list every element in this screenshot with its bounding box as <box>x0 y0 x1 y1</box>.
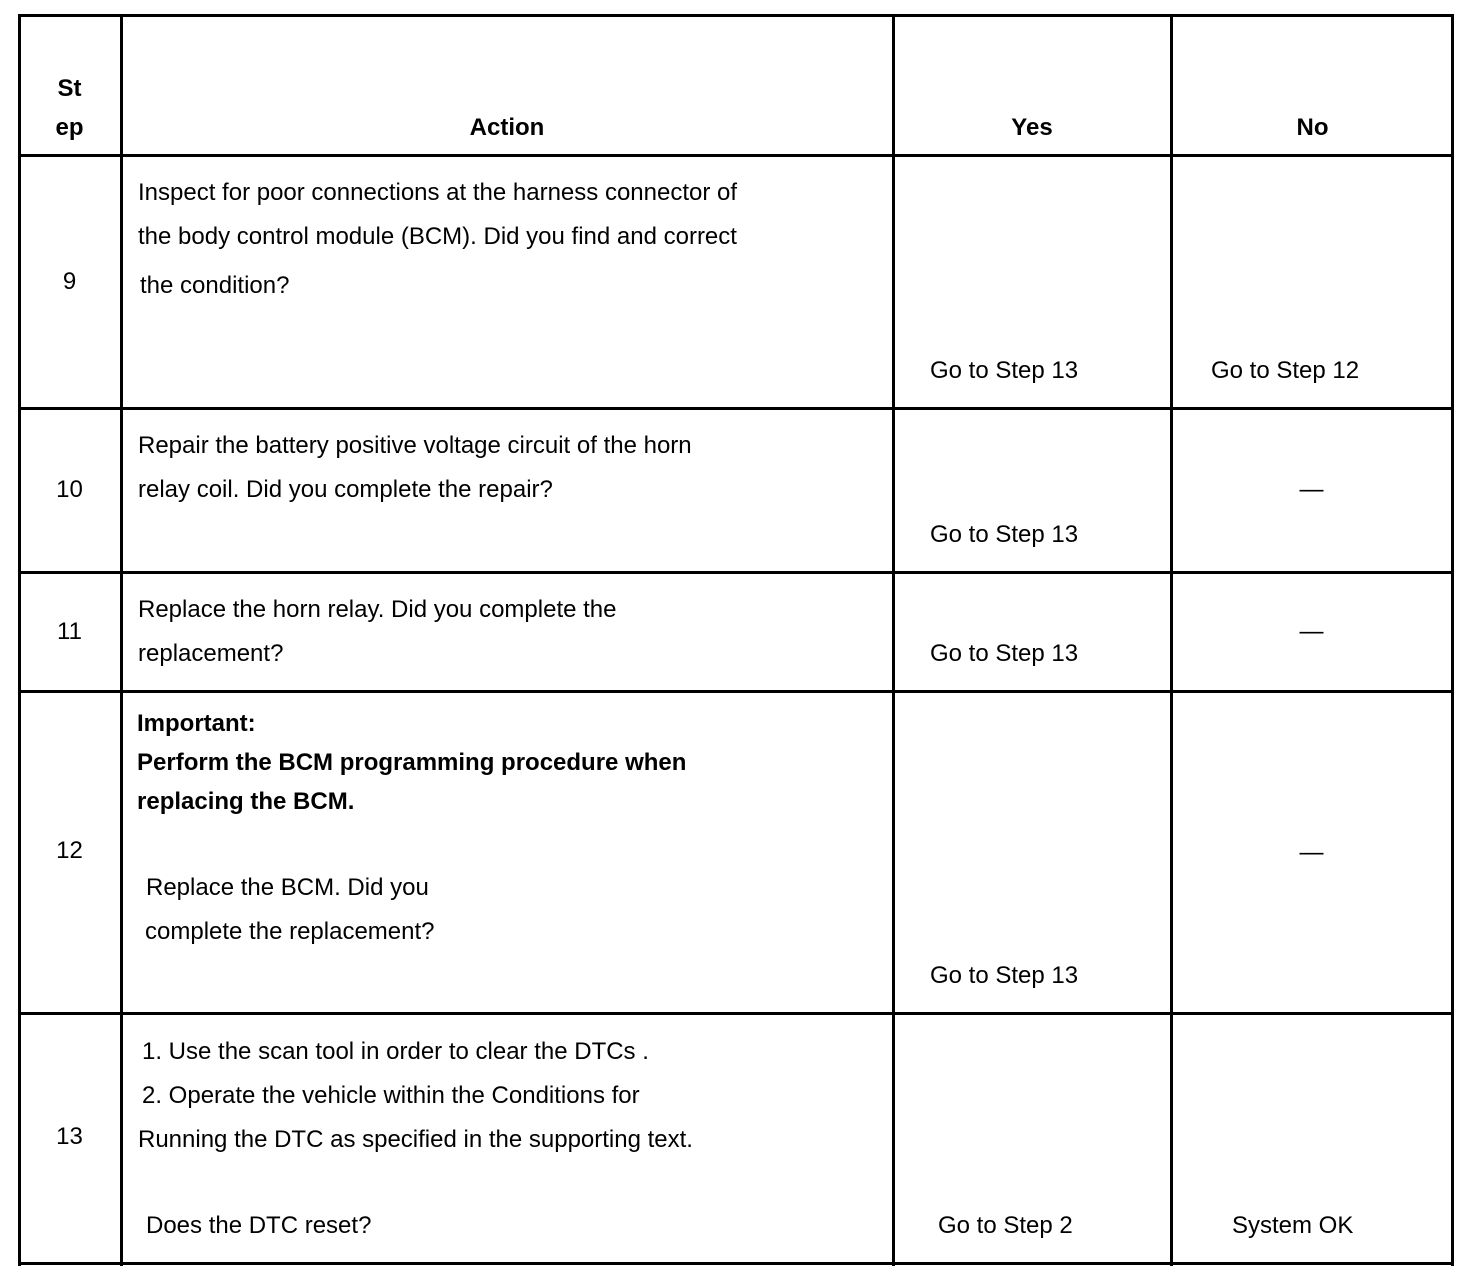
header-step <box>18 14 121 154</box>
step-cell <box>18 156 121 408</box>
step-cell <box>18 574 121 691</box>
step-number: 10 <box>56 476 83 503</box>
header-step-line1: St <box>57 75 82 102</box>
action-text: 1. Use the scan tool in order to clear the DTCs . <box>142 1038 649 1065</box>
header-action-label: Action <box>469 114 545 141</box>
no-dash: — <box>1299 476 1324 503</box>
yes-cell <box>893 1015 1171 1263</box>
action-text: Replace the horn relay. Did you complete the <box>138 596 617 623</box>
step-cell <box>18 693 121 1013</box>
no-cell <box>1171 156 1454 408</box>
action-text: the body control module (BCM). Did you find and correct <box>138 223 737 250</box>
no-cell <box>1171 410 1454 572</box>
no-dash: — <box>1299 839 1324 866</box>
action-cell <box>121 156 893 408</box>
yes-link: Go to Step 13 <box>930 357 1079 384</box>
action-text: Running the DTC as specified in the supporting text. <box>138 1126 693 1153</box>
step-cell <box>18 1015 121 1263</box>
no-dash: — <box>1299 618 1324 645</box>
yes-link: Go to Step 2 <box>938 1212 1073 1239</box>
step-number: 9 <box>62 268 77 295</box>
important-text: replacing the BCM. <box>137 788 355 815</box>
yes-cell <box>893 410 1171 572</box>
action-cell <box>121 574 893 691</box>
header-yes-label: Yes <box>1011 114 1053 141</box>
yes-link: Go to Step 13 <box>930 640 1079 667</box>
header-step-line2: ep <box>55 114 84 141</box>
header-no-label: No <box>1296 114 1329 141</box>
table-row <box>18 410 1454 572</box>
header-yes <box>893 14 1171 154</box>
step-number: 13 <box>56 1123 83 1150</box>
no-cell <box>1171 574 1454 691</box>
action-text: 2. Operate the vehicle within the Conditions for <box>142 1082 640 1109</box>
table-row <box>18 156 1454 408</box>
action-text: Replace the BCM. Did you <box>146 874 429 901</box>
action-cell <box>121 693 893 1013</box>
no-link: System OK <box>1232 1212 1354 1239</box>
action-text: Inspect for poor connections at the harness connector of <box>138 179 738 206</box>
step-number: 12 <box>56 837 83 864</box>
no-link: Go to Step 12 <box>1211 357 1360 384</box>
yes-cell <box>893 574 1171 691</box>
important-text: Perform the BCM programming procedure when <box>137 749 687 776</box>
step-number: 11 <box>57 618 82 645</box>
header-action <box>121 14 893 154</box>
important-label: Important: <box>137 710 256 737</box>
action-text: replacement? <box>138 640 284 667</box>
action-text: complete the replacement? <box>145 918 435 945</box>
yes-cell <box>893 693 1171 1013</box>
action-text: Repair the battery positive voltage circuit of the horn <box>138 432 692 459</box>
yes-cell <box>893 156 1171 408</box>
action-text: the condition? <box>140 272 290 299</box>
no-cell <box>1171 1015 1454 1263</box>
header-row <box>18 14 1454 154</box>
table-row <box>18 693 1454 1013</box>
action-cell <box>121 410 893 572</box>
action-cell <box>121 1015 893 1263</box>
yes-link: Go to Step 13 <box>930 962 1079 989</box>
action-text: relay coil. Did you complete the repair? <box>138 476 553 503</box>
step-cell <box>18 410 121 572</box>
header-no <box>1171 14 1454 154</box>
yes-link: Go to Step 13 <box>930 521 1079 548</box>
no-cell <box>1171 693 1454 1013</box>
table-row <box>18 574 1454 691</box>
table-row <box>18 1015 1454 1263</box>
action-text: Does the DTC reset? <box>146 1212 372 1239</box>
